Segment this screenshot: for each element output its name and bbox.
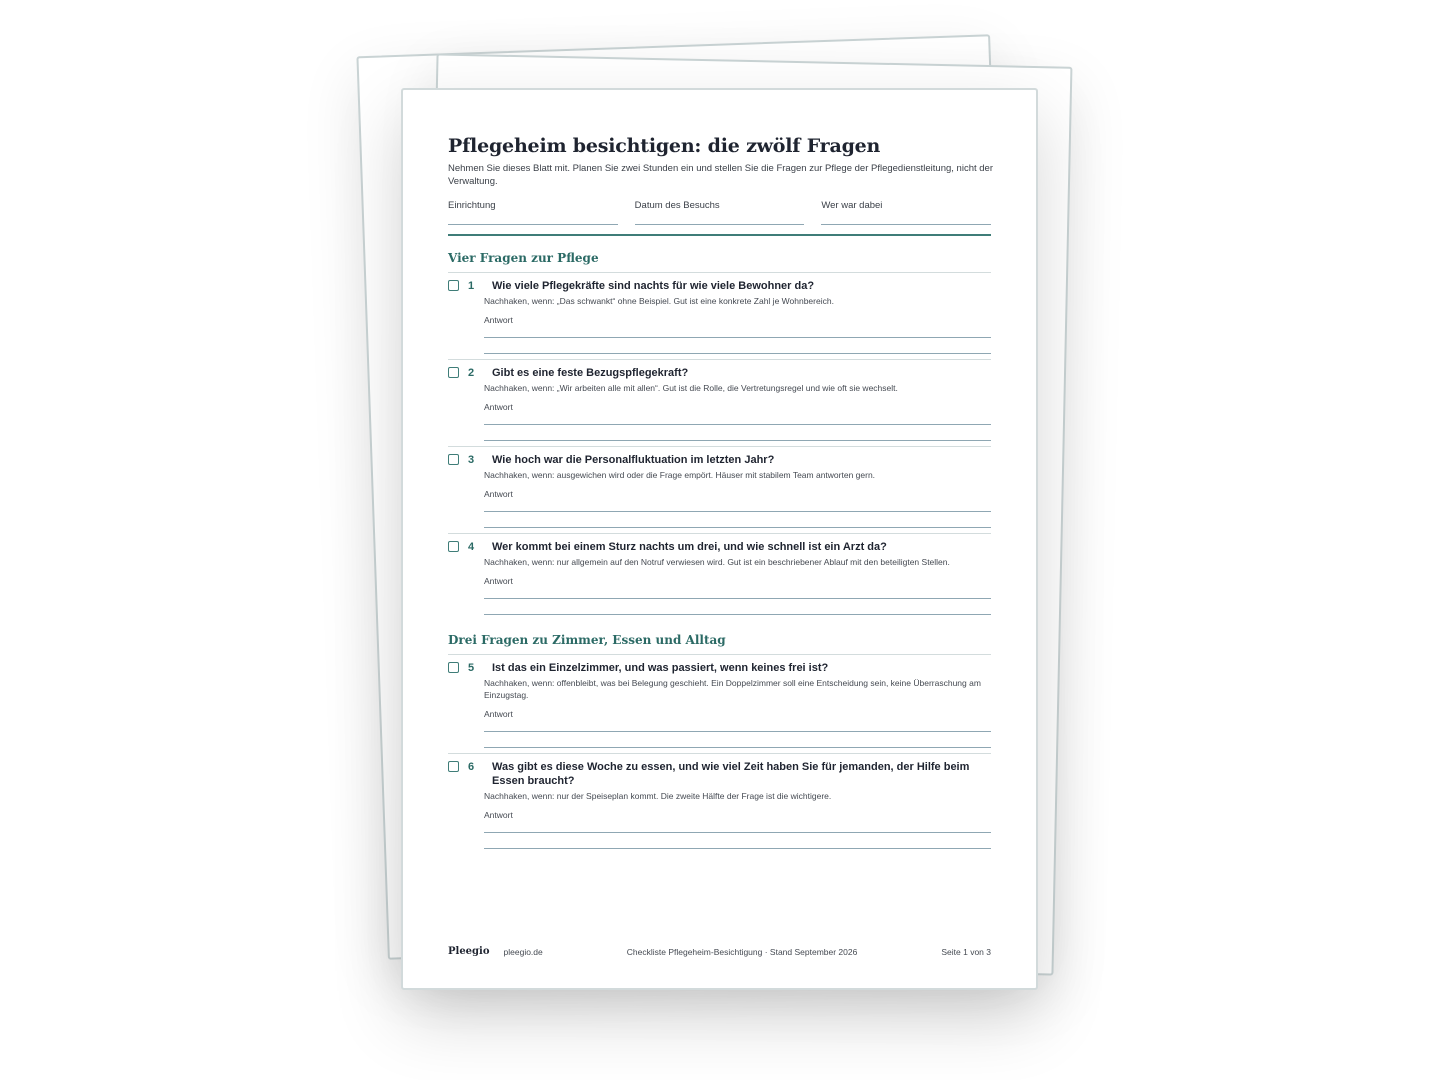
question-number: 2 bbox=[468, 367, 475, 379]
answer-line[interactable] bbox=[484, 527, 991, 528]
section-divider bbox=[448, 654, 991, 655]
question-item bbox=[448, 661, 991, 754]
answer-line[interactable] bbox=[484, 614, 991, 615]
answer-line[interactable] bbox=[484, 747, 991, 748]
question-text: Ist das ein Einzelzimmer, und was passiert, wenn keines frei ist? bbox=[492, 662, 829, 674]
question-number: 4 bbox=[468, 541, 475, 553]
intro-text: Nehmen Sie dieses Blatt mit. Planen Sie zwei Stunden ein und stellen Sie die Fragen zur Pflege der Pflegedienstleitung, nicht der Verwaltung. bbox=[448, 163, 993, 187]
field-label: Einrichtung bbox=[448, 200, 496, 211]
question-text: Wie viele Pflegekräfte sind nachts für wie viele Bewohner da? bbox=[492, 280, 815, 292]
question-item bbox=[448, 453, 991, 534]
question-divider bbox=[448, 446, 991, 447]
question-hint: Nachhaken, wenn: „Wir arbeiten alle mit allen“. Gut ist die Rolle, die Vertretungsregel und wie oft sie wechselt. bbox=[484, 383, 898, 393]
checkbox[interactable] bbox=[448, 662, 459, 673]
field-facility[interactable] bbox=[448, 200, 618, 225]
checklist-page bbox=[401, 88, 1038, 990]
answer-label: Antwort bbox=[484, 489, 513, 499]
checkbox[interactable] bbox=[448, 761, 459, 772]
checkbox[interactable] bbox=[448, 541, 459, 552]
brand-logo: Pleegio bbox=[448, 946, 490, 957]
question-hint: Nachhaken, wenn: nur allgemein auf den Notruf verwiesen wird. Gut ist ein beschriebener Ablauf mit den beteiligten Stellen. bbox=[484, 557, 950, 567]
page-number: Seite 1 von 3 bbox=[941, 946, 991, 957]
question-divider bbox=[448, 753, 991, 754]
question-item bbox=[448, 366, 991, 447]
question-text: Wer kommt bei einem Sturz nachts um drei, und wie schnell ist ein Arzt da? bbox=[492, 541, 887, 553]
question-hint: Nachhaken, wenn: ausgewichen wird oder die Frage empört. Häuser mit stabilem Team antworten gern. bbox=[484, 470, 876, 480]
checkbox[interactable] bbox=[448, 367, 459, 378]
answer-line[interactable] bbox=[484, 731, 991, 732]
answer-line[interactable] bbox=[484, 337, 991, 338]
question-number: 5 bbox=[468, 662, 475, 674]
checkbox[interactable] bbox=[448, 280, 459, 291]
answer-line[interactable] bbox=[484, 848, 991, 849]
header-fields bbox=[448, 200, 991, 225]
answer-label: Antwort bbox=[484, 402, 513, 412]
question-number: 1 bbox=[468, 280, 475, 292]
field-visit-date[interactable] bbox=[635, 200, 805, 225]
page-footer bbox=[448, 946, 991, 957]
website-link[interactable]: pleegio.de bbox=[503, 946, 543, 957]
section-title: Vier Fragen zur Pflege bbox=[448, 251, 599, 265]
write-line bbox=[821, 224, 991, 225]
question-text: Wie hoch war die Personalfluktuation im letzten Jahr? bbox=[492, 454, 775, 466]
question-item bbox=[448, 279, 991, 360]
question-divider bbox=[448, 359, 991, 360]
answer-line[interactable] bbox=[484, 832, 991, 833]
question-item bbox=[448, 760, 991, 849]
answer-line[interactable] bbox=[484, 511, 991, 512]
checkbox[interactable] bbox=[448, 454, 459, 465]
field-label: Datum des Besuchs bbox=[634, 200, 720, 211]
question-number: 3 bbox=[468, 454, 475, 466]
question-hint: Nachhaken, wenn: „Das schwankt“ ohne Beispiel. Gut ist eine konkrete Zahl je Wohnbereich. bbox=[484, 296, 834, 306]
header-divider bbox=[448, 234, 991, 236]
field-attendees[interactable] bbox=[821, 200, 991, 225]
section-title: Drei Fragen zu Zimmer, Essen und Alltag bbox=[448, 633, 726, 647]
answer-label: Antwort bbox=[484, 315, 513, 325]
document-title: Pflegeheim besichtigen: die zwölf Fragen bbox=[448, 135, 881, 157]
question-text: Was gibt es diese Woche zu essen, und wie viel Zeit haben Sie für jemanden, der Hilfe beim Essen braucht? bbox=[492, 761, 970, 787]
question-number: 6 bbox=[468, 761, 475, 773]
question-hint: Nachhaken, wenn: nur der Speiseplan kommt. Die zweite Hälfte der Frage ist die wichtigere. bbox=[484, 791, 832, 801]
answer-line[interactable] bbox=[484, 424, 991, 425]
question-text: Gibt es eine feste Bezugspflegekraft? bbox=[492, 367, 689, 379]
answer-label: Antwort bbox=[484, 810, 513, 820]
write-line bbox=[635, 224, 805, 225]
answer-line[interactable] bbox=[484, 353, 991, 354]
field-label: Wer war dabei bbox=[821, 200, 883, 211]
write-line bbox=[448, 224, 618, 225]
answer-label: Antwort bbox=[484, 576, 513, 586]
answer-line[interactable] bbox=[484, 440, 991, 441]
section-divider bbox=[448, 272, 991, 273]
question-divider bbox=[448, 533, 991, 534]
answer-line[interactable] bbox=[484, 598, 991, 599]
page-content bbox=[448, 134, 991, 849]
footer-note: Checkliste Pflegeheim-Besichtigung · Stand September 2026 bbox=[626, 946, 858, 957]
question-item bbox=[448, 540, 991, 615]
question-hint: Nachhaken, wenn: offenbleibt, was bei Belegung geschieht. Ein Doppelzimmer soll eine Entscheidung sein, keine Überraschung am Einzugstag. bbox=[484, 678, 981, 700]
answer-label: Antwort bbox=[484, 709, 513, 719]
